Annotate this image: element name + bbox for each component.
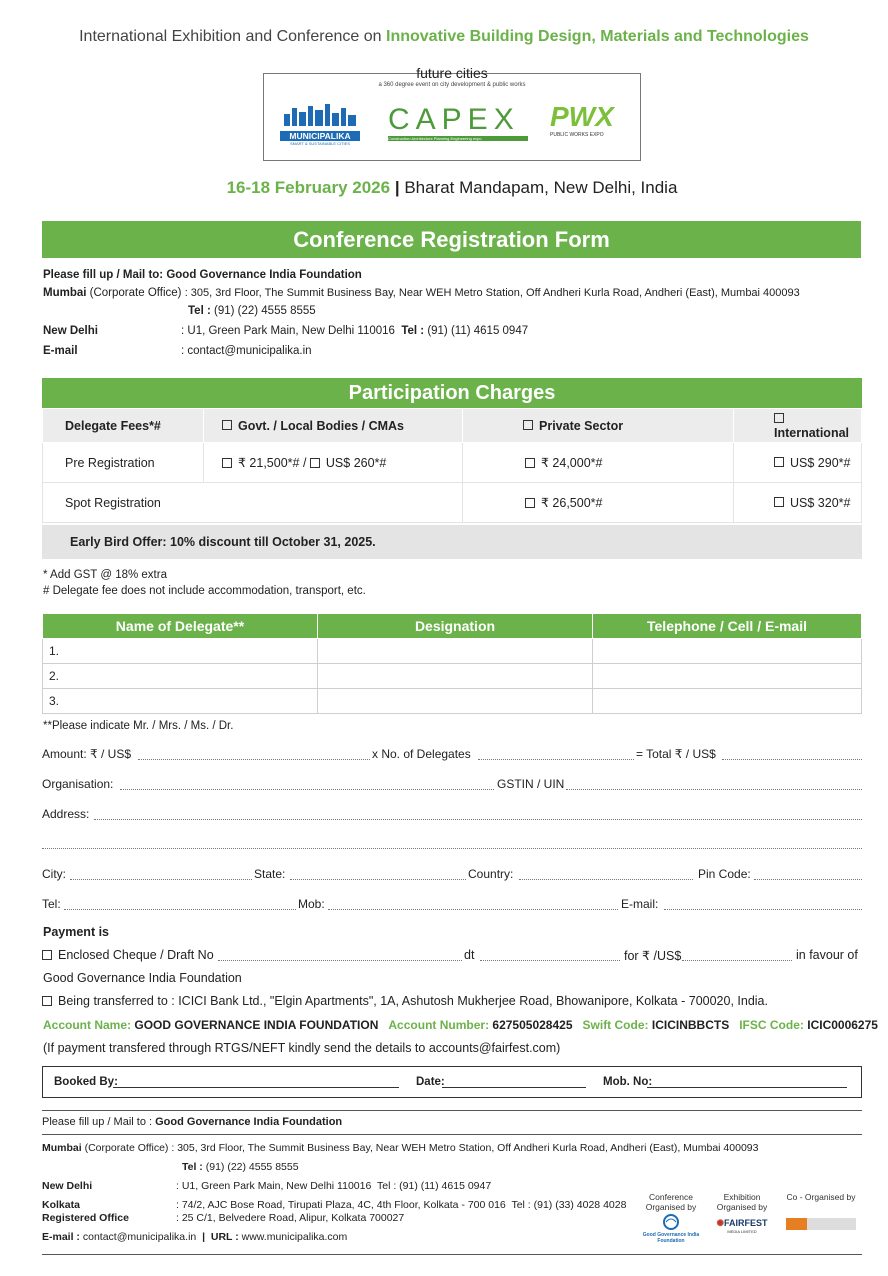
delegate-row-number: 2. [43,664,318,689]
favour-label: in favour of [796,948,858,962]
pre-intl-value: US$ 290*# [790,455,851,470]
amount-label: Amount: ₹ / US$ [42,747,132,761]
col-private [463,409,734,443]
footer-delhi-address: : U1, Green Park Main, New Delhi 110016 [176,1180,372,1192]
footer-fill-line [42,1116,342,1128]
delhi-contact [181,325,528,337]
delhi-tel: (91) (11) 4615 0947 [427,325,529,337]
booked-mob-input[interactable] [647,1087,847,1088]
mob-label: Mob: [298,897,325,911]
org-coorganiser [780,1192,862,1230]
cheque-option [42,948,214,962]
footer-divider-bottom [42,1254,862,1255]
delegate-row[interactable] [43,689,862,714]
row-pre-registration [43,443,204,483]
city-row [42,867,862,883]
col-delegate-label: Delegate Fees*# [65,418,161,433]
org2-label: Exhibition Organised by [716,1192,768,1212]
row-spot-registration [43,483,463,523]
amount-input[interactable] [138,759,370,760]
footer-mumbai-label: Mumbai [42,1142,82,1154]
footer-divider-top [42,1110,862,1111]
footer-reg-address: : 25 C/1, Belvedere Road, Alipur, Kolkata 700027 [176,1212,405,1224]
organisation-row [42,777,862,793]
delegates-count-input[interactable] [478,759,634,760]
transfer-checkbox[interactable] [42,996,52,1006]
col-govt [204,409,463,443]
city-skyline-icon [280,104,360,126]
accommodation-note: # Delegate fee does not include accommodation, transport, etc. [43,585,366,597]
tel-label: Tel : [188,305,211,317]
pwx-subtext: PUBLIC WORKS EXPO [550,132,604,138]
govt-checkbox[interactable] [222,420,232,430]
org3-label: Co - Organised by [786,1192,856,1202]
acc-no: 627505028425 [492,1018,573,1032]
footer-kolkata-address: : 74/2, AJC Bose Road, Tirupati Plaza, 4C, 4th Floor, Kolkata - 700 016 [176,1199,506,1211]
footer-email-label: E-mail : [42,1231,80,1243]
org-exhibition [708,1192,776,1234]
pre-govt-usd-checkbox[interactable] [310,458,320,468]
country-label: Country: [468,867,514,881]
mumbai-tel: (91) (22) 4555 8555 [214,305,316,317]
separator: | [394,178,400,197]
fairfest-logo [708,1218,776,1229]
pre-private-value: ₹ 24,000*# [541,456,603,470]
city-label: City: [42,867,66,881]
for-label: for ₹ /US$ [624,949,682,963]
delegate-row[interactable] [43,639,862,664]
address-input-line2[interactable] [42,848,862,849]
spot-intl-checkbox[interactable] [774,497,784,507]
email-row [43,345,863,363]
footer-mumbai-address: : 305, 3rd Floor, The Summit Business Bay, Near WEH Metro Station, Off Andheri Kurla Road, Andheri (East), Mumbai 400093 [171,1142,759,1154]
organisers [636,1192,862,1248]
event-venue: Bharat Mandapam, New Delhi, India [404,178,678,197]
address-input[interactable] [94,819,862,820]
transfer-label: Being transferred to : ICICI Bank Ltd., "Elgin Apartments", 1A, Ashutosh Mukherjee Road, Bhowanipore, Kolkata - 700020, India. [58,994,768,1008]
coorganiser-logo [786,1218,856,1230]
mumbai-label: Mumbai [43,287,87,299]
footer-email-row: E-mail : contact@municipalika.in | URL : www.municipalika.com [42,1231,348,1243]
state-label: State: [254,867,286,881]
org2-name: FAIRFEST [724,1218,768,1228]
mumbai-paren: (Corporate Office) [89,287,182,299]
municipalika-logo [280,104,360,144]
footer-kolkata-row [42,1199,642,1212]
footer-mumbai-paren: (Corporate Office) [84,1142,169,1154]
email-input[interactable] [664,909,862,910]
gst-note: * Add GST @ 18% extra [43,569,167,581]
footer-reg-row [42,1212,642,1231]
booked-by-label: Booked By: [54,1076,118,1088]
footer-email[interactable]: contact@municipalika.in [82,1231,197,1243]
future-cities-subtitle: a 360 degree event on city development & public works [378,82,526,88]
footer-fill-name: Good Governance India Foundation [155,1116,343,1128]
cheque-number-input[interactable] [218,960,462,961]
capex-subtext: Construction Architecture Planning Engineering expo [388,136,528,141]
bank-details [43,1018,878,1032]
tagline-prefix: International Exhibition and Conference on [79,28,382,45]
address-row [42,807,862,851]
mumbai-row [43,287,863,305]
gstin-label: GSTIN / UIN [497,777,565,791]
footer-reg-label: Registered Office [42,1212,129,1224]
ggif-globe-icon [662,1214,680,1230]
fill-line: Please fill up / Mail to: Good Governance India Foundation [43,269,362,281]
delhi-row [43,325,863,345]
pin-input[interactable] [754,879,862,880]
footer-delhi-label: New Delhi [42,1180,93,1192]
future-cities-title: future cities [416,65,488,81]
booked-date-label: Date: [416,1076,445,1088]
delegate-row[interactable] [43,664,862,689]
footer-delhi-tel: Tel : (91) (11) 4615 0947 [376,1180,492,1192]
spot-reg-label: Spot Registration [65,495,161,510]
rtgs-note: (If payment transfered through RTGS/NEFT kindly send the details to accounts@fairfest.com) [43,1041,561,1055]
mob-input[interactable] [328,909,618,910]
footer-delhi-contact [176,1180,491,1192]
email-label: E-mail [43,345,78,357]
footer-url-label: URL : [210,1231,239,1243]
pre-govt-inr-checkbox[interactable] [222,458,232,468]
booked-date-input[interactable] [442,1087,586,1088]
delegate-row-number: 3. [43,689,318,714]
col-intl [734,409,862,443]
address-label: Address: [42,807,90,821]
col-designation: Designation [318,614,593,639]
email-label: E-mail: [621,897,659,911]
booked-box [42,1066,862,1098]
mumbai-address: : 305, 3rd Floor, The Summit Business Bay, Near WEH Metro Station, Off Andheri Kurla Road, Andheri (East), Mumbai 400093 [184,287,800,299]
spot-private-checkbox[interactable] [525,498,535,508]
charges-title: Participation Charges [42,378,862,408]
footer-delhi-row [42,1180,642,1199]
salutation-note: **Please indicate Mr. / Mrs. / Ms. / Dr. [43,720,234,732]
footer-mumbai-tel-row [42,1161,642,1180]
transfer-row [42,994,768,1008]
tagline-highlight: Innovative Building Design, Materials and Technologies [386,28,809,45]
acc-no-label: Account Number: [388,1018,490,1032]
spot-private-cell [463,483,734,523]
spot-intl-cell [734,483,862,523]
pre-private-checkbox[interactable] [525,458,535,468]
swift: ICICINBBCTS [651,1018,730,1032]
cheque-amount-input[interactable] [682,960,792,961]
capex-text: CAPEX [388,103,520,136]
municipalika-text: MUNICIPALIKA [280,131,360,141]
col-contact: Telephone / Cell / E-mail [593,614,862,639]
pre-govt-inr: ₹ 21,500*# / [238,456,307,470]
form-title: Conference Registration Form [42,221,861,258]
org1-name: Good Governance India Foundation [642,1232,700,1244]
pin-label: Pin Code: [698,867,751,881]
footer-kolkata-contact [176,1199,626,1211]
spot-intl-value: US$ 320*# [790,495,851,510]
charges-table [42,408,862,523]
charges-section [42,378,862,559]
country-input[interactable] [519,879,693,880]
col-delegate-fees [43,409,204,443]
delhi-tel-label: Tel : [401,325,425,337]
pre-govt-cell [204,443,463,483]
tagline [0,28,888,46]
footer-mumbai-row [42,1142,759,1161]
capex-logo [388,104,528,144]
designation-cell[interactable] [318,639,593,664]
booked-by-input[interactable] [113,1087,399,1088]
footer-divider-mid [42,1134,862,1135]
acc-name-label: Account Name: [43,1018,132,1032]
designation-cell[interactable] [318,664,593,689]
footer-mumbai-tel: (91) (22) 4555 8555 [205,1161,299,1173]
city-input[interactable] [70,879,252,880]
dt-label: dt [464,948,475,962]
total-input[interactable] [722,759,862,760]
early-bird-offer: Early Bird Offer: 10% discount till October 31, 2025. [42,525,862,559]
total-label: = Total ₹ / US$ [636,747,716,761]
contact-cell[interactable] [593,689,862,714]
private-checkbox[interactable] [523,420,533,430]
event-logos [263,65,641,161]
swift-label: Swift Code: [582,1018,649,1032]
org1-label: Conference Organised by [645,1192,697,1212]
mumbai-tel-row [43,305,863,325]
delhi-address: : U1, Green Park Main, New Delhi 110016 [181,325,395,337]
ifsc-label: IFSC Code: [739,1018,804,1032]
gstin-input[interactable] [566,789,862,790]
tel-input[interactable] [64,909,296,910]
tel-label: Tel: [42,897,61,911]
notes [43,569,366,597]
delegate-row-number: 1. [43,639,318,664]
event-dates: 16-18 February 2026 [226,178,391,197]
pre-govt-usd: US$ 260*# [325,456,387,470]
spot-private-value: ₹ 26,500*# [541,496,603,510]
contact-cell[interactable] [593,639,862,664]
state-input[interactable] [290,879,466,880]
organisation-label: Organisation: [42,777,114,791]
col-private-label: Private Sector [539,418,624,433]
col-govt-label: Govt. / Local Bodies / CMAs [238,418,404,433]
designation-cell[interactable] [318,689,593,714]
cheque-date-input[interactable] [480,960,620,961]
footer-kolkata-label: Kolkata [42,1199,80,1211]
pre-intl-checkbox[interactable] [774,457,784,467]
footer-url[interactable]: www.municipalika.com [241,1231,348,1243]
org2-sub: MEDIA LIMITED [727,1229,757,1234]
pre-private-cell [463,443,734,483]
municipalika-subtext: SMART & SUSTAINABLE CITIES [289,141,350,146]
col-intl-label: International [774,425,850,440]
contact-top [43,269,863,363]
footer-kolkata-tel: Tel : (91) (33) 4028 4028 [511,1199,627,1211]
fairfest-star-icon: ✺ [716,1218,725,1228]
pwx-logo [550,102,626,150]
delegates-count-label: x No. of Delegates [372,747,471,761]
amount-row [42,747,862,763]
delhi-label: New Delhi [43,325,98,337]
footer-fill-prefix: Please fill up / Mail to : [42,1116,153,1128]
contact-cell[interactable] [593,664,862,689]
pwx-text: PWX [550,101,614,132]
cheque-checkbox[interactable] [42,950,52,960]
event-dates-venue [0,178,888,198]
cheque-row [42,948,862,964]
booked-mob-label: Mob. No: [603,1076,653,1088]
acc-name: GOOD GOVERNANCE INDIA FOUNDATION [134,1018,379,1032]
intl-checkbox[interactable] [774,413,784,423]
col-name: Name of Delegate** [43,614,318,639]
email-value[interactable]: : contact@municipalika.in [181,345,312,357]
pre-reg-label: Pre Registration [65,455,155,470]
tel-row [42,897,862,913]
org-conference [636,1192,706,1244]
footer-tel-label: Tel : [182,1161,203,1173]
favour-name: Good Governance India Foundation [43,971,242,985]
payment-heading: Payment is [43,925,110,939]
pre-intl-cell [734,443,862,483]
ifsc: ICIC0006275 [807,1018,878,1032]
organisation-input[interactable] [120,789,494,790]
delegates-table [42,613,862,714]
cheque-label: Enclosed Cheque / Draft No [58,948,214,962]
